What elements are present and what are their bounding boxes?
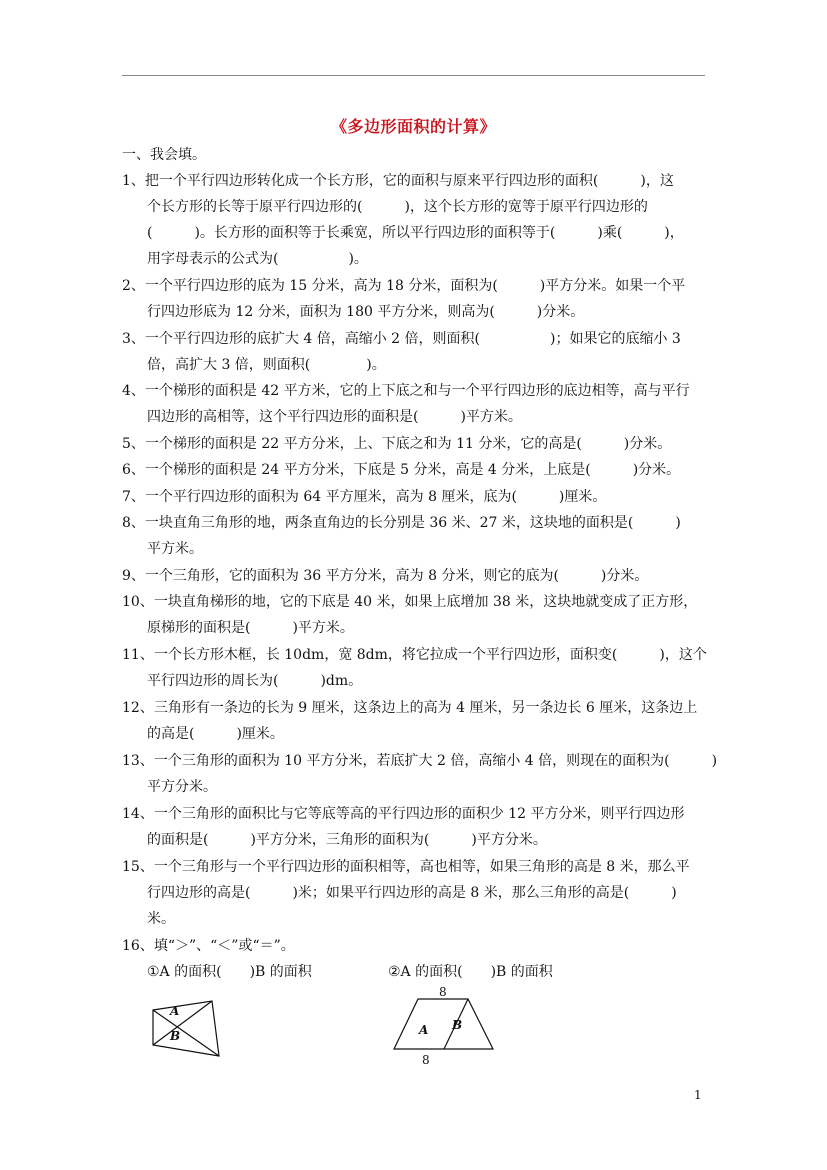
question-text: 一个平行四边形的面积为 64 平方厘米，高为 8 厘米，底为( )厘米。	[144, 489, 607, 505]
question-line	[122, 804, 685, 824]
question-continuation	[147, 407, 522, 427]
page-number: 1	[694, 1088, 702, 1102]
question-number: 10、	[122, 594, 154, 610]
question-line	[122, 460, 680, 480]
sub-question-1: ①A 的面积( )B 的面积	[147, 964, 312, 980]
section-heading: 一、我会填。	[122, 147, 206, 163]
question-text: 一个三角形的面积为 10 平方分米，若底扩大 2 倍，高缩小 4 倍，则现在的面积为( )	[153, 753, 718, 769]
question-text: ( )。长方形的面积等于长乘宽，所以平行四边形的面积等于( )乘( )，	[147, 225, 684, 241]
question-line	[122, 276, 685, 296]
question-line	[122, 645, 707, 665]
question-line	[122, 329, 681, 349]
question-text: 一块直角三角形的地，两条直角边的长分别是 36 米、27 米，这块地的面积是( )	[144, 515, 681, 531]
question-text: 一个平行四边形的底扩大 4 倍，高缩小 2 倍，则面积( )；如果它的底缩小 3	[144, 331, 681, 347]
question-number: 14、	[122, 806, 154, 822]
question-text: 四边形的高相等，这个平行四边形的面积是( )平方米。	[147, 409, 522, 425]
question-text: 的面积是( )平方分米，三角形的面积为( )平方分米。	[147, 832, 547, 848]
question-line	[122, 566, 648, 586]
question-line	[122, 857, 690, 877]
question-continuation	[147, 777, 217, 797]
question-continuation	[147, 302, 584, 322]
question-number: 12、	[122, 700, 154, 716]
fig2-bottom-label: 8	[422, 1053, 430, 1067]
sub-question-2: ②A 的面积( )B 的面积	[388, 964, 553, 980]
question-line	[122, 698, 697, 718]
question-text: 一个三角形的面积比与它等底等高的平行四边形的面积少 12 平方分米，则平行四边形	[153, 806, 685, 822]
question-text: 填“＞”、“＜”或“＝”。	[153, 938, 295, 954]
question-text: 原梯形的面积是( )平方米。	[147, 620, 354, 636]
question-text: 个长方形的长等于原平行四边形的( )，这个长方形的宽等于原平行四边形的	[147, 199, 648, 215]
question-text: 用字母表示的公式为( )。	[147, 251, 368, 267]
question-text: 一个三角形，它的面积为 36 平方分米，高为 8 分米，则它的底为( )分米。	[144, 568, 649, 584]
question-number: 1、	[122, 173, 145, 189]
question-number: 7、	[122, 489, 145, 505]
question-continuation	[147, 197, 648, 217]
question-continuation	[147, 539, 203, 559]
fig2-label-a: A	[419, 1023, 429, 1037]
question-number: 9、	[122, 568, 145, 584]
question-text: 米。	[147, 911, 175, 927]
question-continuation	[147, 618, 354, 638]
question-line	[122, 751, 717, 771]
question-text: 行四边形底为 12 分米，面积为 180 平方分米，则高为( )分米。	[147, 304, 585, 320]
question-text: 一个长方形木框，长 10dm，宽 8dm，将它拉成一个平行四边形，面积变( )，这个	[153, 647, 707, 663]
question-line	[122, 171, 674, 191]
question-number: 15、	[122, 859, 154, 875]
question-continuation	[147, 830, 547, 850]
question-continuation	[147, 909, 175, 929]
question-text: 一个梯形的面积是 42 平方米，它的上下底之和与一个平行四边形的底边相等，高与平行	[144, 383, 690, 399]
question-line	[122, 592, 697, 612]
question-text: 一块直角梯形的地，它的下底是 40 米，如果上底增加 38 米，这块地就变成了正方形，	[153, 594, 698, 610]
question-text: 行四边形的高是( )米；如果平行四边形的高是 8 米，那么三角形的高是( )	[147, 885, 677, 901]
question-number: 16、	[122, 938, 154, 954]
question-number: 3、	[122, 331, 145, 347]
question-line	[122, 434, 671, 454]
header-rule	[122, 75, 705, 76]
question-text: 平方米。	[147, 541, 203, 557]
question-text: 把一个平行四边形转化成一个长方形，它的面积与原来平行四边形的面积( )，这	[144, 173, 674, 189]
question-continuation	[147, 355, 386, 375]
question-number: 4、	[122, 383, 145, 399]
question-text: 平行四边形的周长为( )dm。	[147, 673, 363, 689]
question-text: 一个梯形的面积是 24 平方分米，下底是 5 分米，高是 4 分米，上底是( )分米。	[144, 462, 681, 478]
fig2-label-b: B	[452, 1018, 463, 1032]
fig1-label-a: A	[170, 1004, 180, 1018]
question-continuation	[147, 223, 684, 243]
question-continuation	[147, 724, 284, 744]
question-number: 13、	[122, 753, 154, 769]
question-continuation	[147, 671, 362, 691]
question-continuation	[147, 249, 368, 269]
question-continuation	[147, 883, 677, 903]
question-number: 5、	[122, 436, 145, 452]
fig1-label-b: B	[170, 1029, 181, 1043]
page-title: 《多边形面积的计算》	[330, 117, 496, 136]
question-text: 的高是( )厘米。	[147, 726, 284, 742]
question-text: 一个平行四边形的底为 15 分米，高为 18 分米，面积为( )平方分米。如果一个平	[144, 278, 686, 294]
question-number: 11、	[122, 647, 154, 663]
question-line	[122, 936, 295, 956]
figure-1-quadrilateral	[150, 998, 222, 1058]
question-number: 8、	[122, 515, 145, 531]
question-line	[122, 487, 606, 507]
question-text: 平方分米。	[147, 779, 217, 795]
question-text: 三角形有一条边的长为 9 厘米，这条边上的高为 4 厘米，另一条边长 6 厘米，这条边上	[153, 700, 698, 716]
fig2-top-label: 8	[439, 985, 447, 999]
question-text: 倍，高扩大 3 倍，则面积( )。	[147, 357, 386, 373]
question-line	[122, 513, 681, 533]
figure-2-trapezoid	[393, 986, 497, 1066]
question-text: 一个三角形与一个平行四边形的面积相等，高也相等，如果三角形的高是 8 米，那么平	[153, 859, 690, 875]
question-number: 2、	[122, 278, 145, 294]
question-number: 6、	[122, 462, 145, 478]
question-text: 一个梯形的面积是 22 平方分米，上、下底之和为 11 分米，它的高是( )分米。	[144, 436, 672, 452]
question-line	[122, 381, 690, 401]
